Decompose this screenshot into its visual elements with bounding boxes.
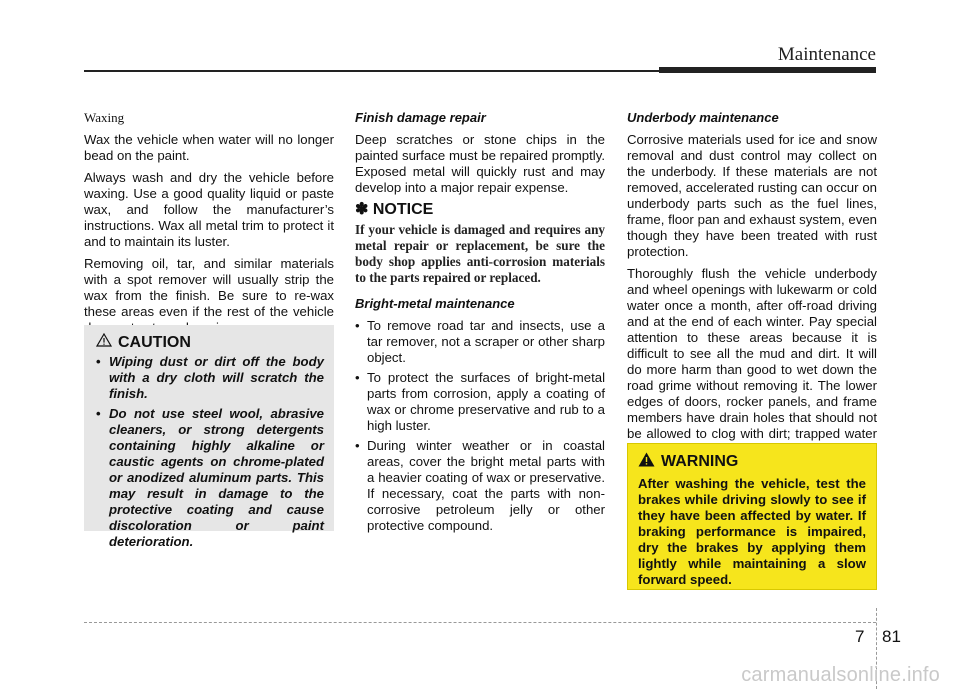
caution-title: CAUTION xyxy=(118,333,191,351)
bright-metal-list xyxy=(355,318,605,534)
watermark: carmanualsonline.info xyxy=(741,664,940,686)
caution-item: • Do not use steel wool, abrasive cleaners, or strong detergents containing highly alkaline or caustic agents on chrome-plated or anodized aluminum parts. This may result in damage to the protective coating and cause discoloration or paint deterioration. xyxy=(96,406,324,550)
column-2 xyxy=(355,110,605,538)
notice-heading: ✽ NOTICE xyxy=(355,201,434,218)
column-3 xyxy=(627,110,877,464)
underbody-paragraph: Thoroughly flush the vehicle underbody and wheel openings with lukewarm or cold water once a month, after off-road driving and at the end of each winter. Pay special attention to these areas because it is difficult to see all the mud and dirt. It will do more harm than good to wet down the road grime without removing it. The lower edges of doors, rocker panels, and frame members have drain holes that should not be allowed to clog with dirt; trapped water xyxy=(627,266,877,441)
finish-damage-text: Deep scratches or stone chips in the painted surface must be repaired promptly. Exposed metal will quickly rust and may develop into a major repair expense. xyxy=(355,132,605,195)
caution-triangle-icon xyxy=(96,333,112,352)
waxing-paragraph: Wax the vehicle when water will no longer bead on the paint. xyxy=(84,132,334,163)
header-rule-thin xyxy=(84,70,664,72)
waxing-paragraph: Removing oil, tar, and similar materials with a spot remover will usually strip the wax from the finish. Be sure to re-wax these areas even if the rest of the vehicle xyxy=(84,256,334,319)
header-rule-thick xyxy=(659,67,876,73)
list-item: • To protect the surfaces of bright-metal parts from corrosion, apply a coating of wax or chrome preservative and rub to a high luster. xyxy=(355,370,605,434)
caution-item: • Wiping dust or dirt off the body with a dry cloth will scratch the finish. xyxy=(96,354,324,402)
bright-metal-heading: Bright-metal maintenance xyxy=(355,296,515,311)
underbody-heading: Underbody maintenance xyxy=(627,110,779,125)
underbody-paragraph: Corrosive materials used for ice and snow removal and dust control may collect on the underbody. If these materials are not removed, accelerated rusting can occur on underbody parts such as the fuel lines, frame, floor pan and exhaust system, even though they have been treated with rust protection. xyxy=(627,132,877,259)
footer-dashed-rule xyxy=(84,622,876,623)
warning-title: WARNING xyxy=(661,453,739,470)
waxing-heading: Waxing xyxy=(84,110,125,125)
waxing-paragraph: Always wash and dry the vehicle before waxing. Use a good quality liquid or paste wax, and follow the manufacturer’s instructions. Wax all metal trim to protect it and to maintain its luster. xyxy=(84,170,334,249)
notice-text: If your vehicle is damaged and requires any metal repair or replacement, be sure the body shop applies anti-corrosion materials to the parts repaired or replaced. xyxy=(355,222,605,285)
list-item: • To remove road tar and insects, use a tar remover, not a scraper or other sharp object. xyxy=(355,318,605,366)
warning-text: After washing the vehicle, test the brakes while driving slowly to see if they have been affected by water. If braking performance is impaired, dry the brakes by applying them lightly while maintaining a slow forward speed. xyxy=(638,476,866,587)
column-1 xyxy=(84,110,334,342)
section-title: Maintenance xyxy=(777,44,876,65)
list-item: • During winter weather or in coastal areas, cover the bright metal parts with a heavier coating of wax or preservative. If necessary, coat the parts with non-corrosive petroleum jelly or other protective compound. xyxy=(355,438,605,534)
chapter-number: 7 xyxy=(855,627,865,646)
finish-damage-heading: Finish damage repair xyxy=(355,110,486,125)
warning-box xyxy=(627,443,877,590)
caution-box xyxy=(84,325,334,549)
warning-triangle-icon xyxy=(638,452,655,472)
page-number: 81 xyxy=(882,627,901,646)
